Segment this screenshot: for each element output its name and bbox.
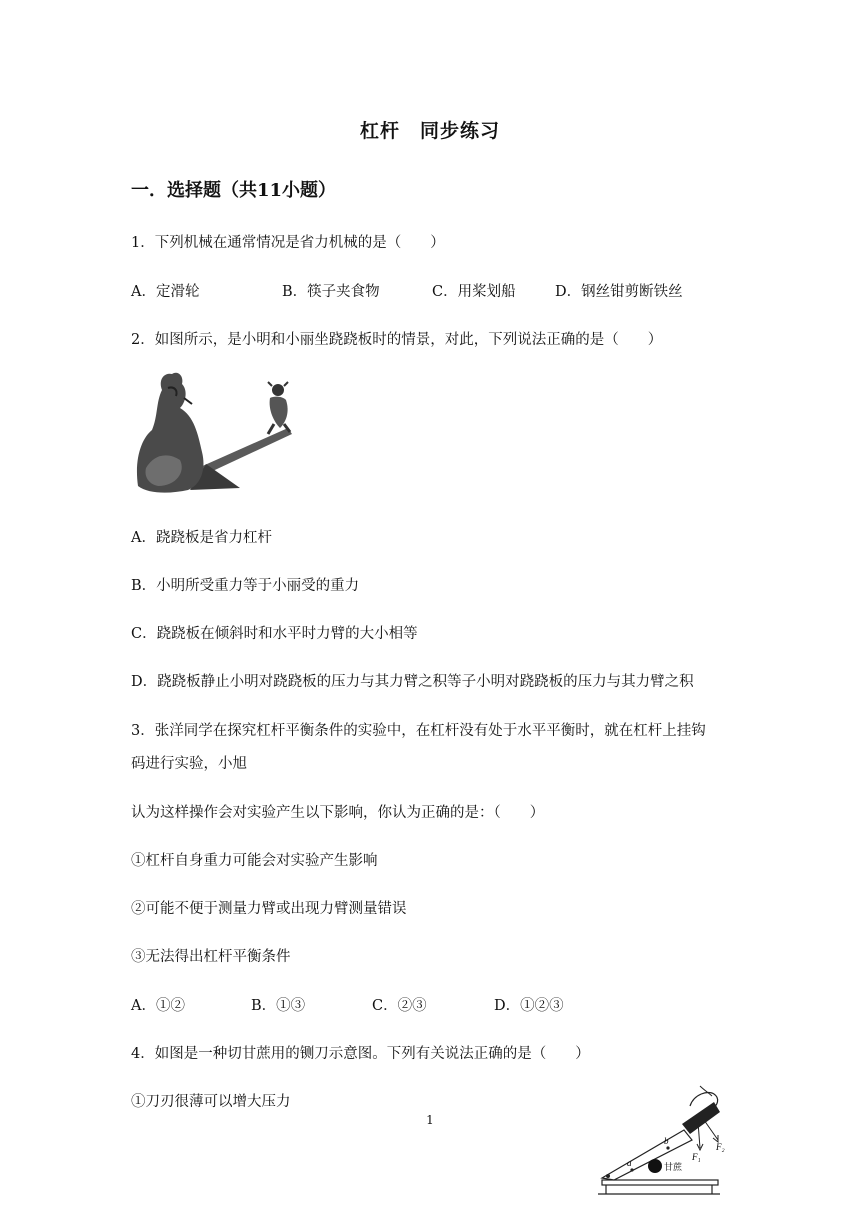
question-3-stem-line-2: 码进行实验，小旭 <box>131 756 247 772</box>
question-2-stem: 2．如图所示，是小明和小丽坐跷跷板时的情景，对此，下列说法正确的是（ ） <box>131 332 663 348</box>
question-3-stem-line-3: 认为这样操作会对实验产生以下影响，你认为正确的是：（ ） <box>131 805 545 821</box>
question-2-option-d: D．跷跷板静止小明对跷跷板的压力与其力臂之积等子小明对跷跷板的压力与其力臂之积 <box>131 674 694 690</box>
sugarcane-cutter-figure <box>594 1084 734 1200</box>
page-title: 杠杆 同步练习 <box>359 120 500 142</box>
question-4-stem: 4．如图是一种切甘蔗用的铡刀示意图。下列有关说法正确的是（ ） <box>131 1046 590 1062</box>
question-3-option-b: B．①③ <box>251 998 306 1014</box>
figure-label-f2: F₂ <box>716 1142 725 1152</box>
question-1-stem: 1．下列机械在通常情况是省力机械的是（ ） <box>131 235 445 251</box>
figure-label-a: a <box>627 1158 632 1168</box>
question-1-option-b: B．筷子夹食物 <box>282 284 380 300</box>
figure-label-b: b <box>664 1136 669 1146</box>
seesaw-figure <box>128 368 318 498</box>
question-1-option-d: D．钢丝钳剪断铁丝 <box>555 284 683 300</box>
question-3-option-a: A．①② <box>131 998 185 1014</box>
question-3-statement-2: ②可能不便于测量力臂或出现力臂测量错误 <box>131 901 407 917</box>
question-3-statement-1: ①杠杆自身重力可能会对实验产生影响 <box>131 853 378 869</box>
page-number: 1 <box>426 1113 434 1127</box>
question-4-statement-1: ①刀刃很薄可以增大压力 <box>131 1094 291 1110</box>
section-heading: 一．选择题（共11小题） <box>131 180 337 201</box>
question-2-option-c: C．跷跷板在倾斜时和水平时力臂的大小相等 <box>131 626 418 642</box>
question-3-statement-3: ③无法得出杠杆平衡条件 <box>131 949 291 965</box>
question-3-option-d: D．①②③ <box>494 998 564 1014</box>
figure-label-sugarcane: 甘蔗 <box>664 1163 683 1173</box>
figure-label-f1: F₁ <box>692 1152 701 1162</box>
question-2-option-b: B．小明所受重力等于小丽受的重力 <box>131 578 360 594</box>
question-1-option-c: C．用桨划船 <box>432 284 516 300</box>
question-1-option-a: A．定滑轮 <box>131 284 200 300</box>
question-2-option-a: A．跷跷板是省力杠杆 <box>131 530 272 546</box>
question-3-stem-line-1: 3．张洋同学在探究杠杆平衡条件的实验中，在杠杆没有处于水平平衡时，就在杠杆上挂钩 <box>131 723 706 739</box>
question-3-option-c: C．②③ <box>372 998 427 1014</box>
